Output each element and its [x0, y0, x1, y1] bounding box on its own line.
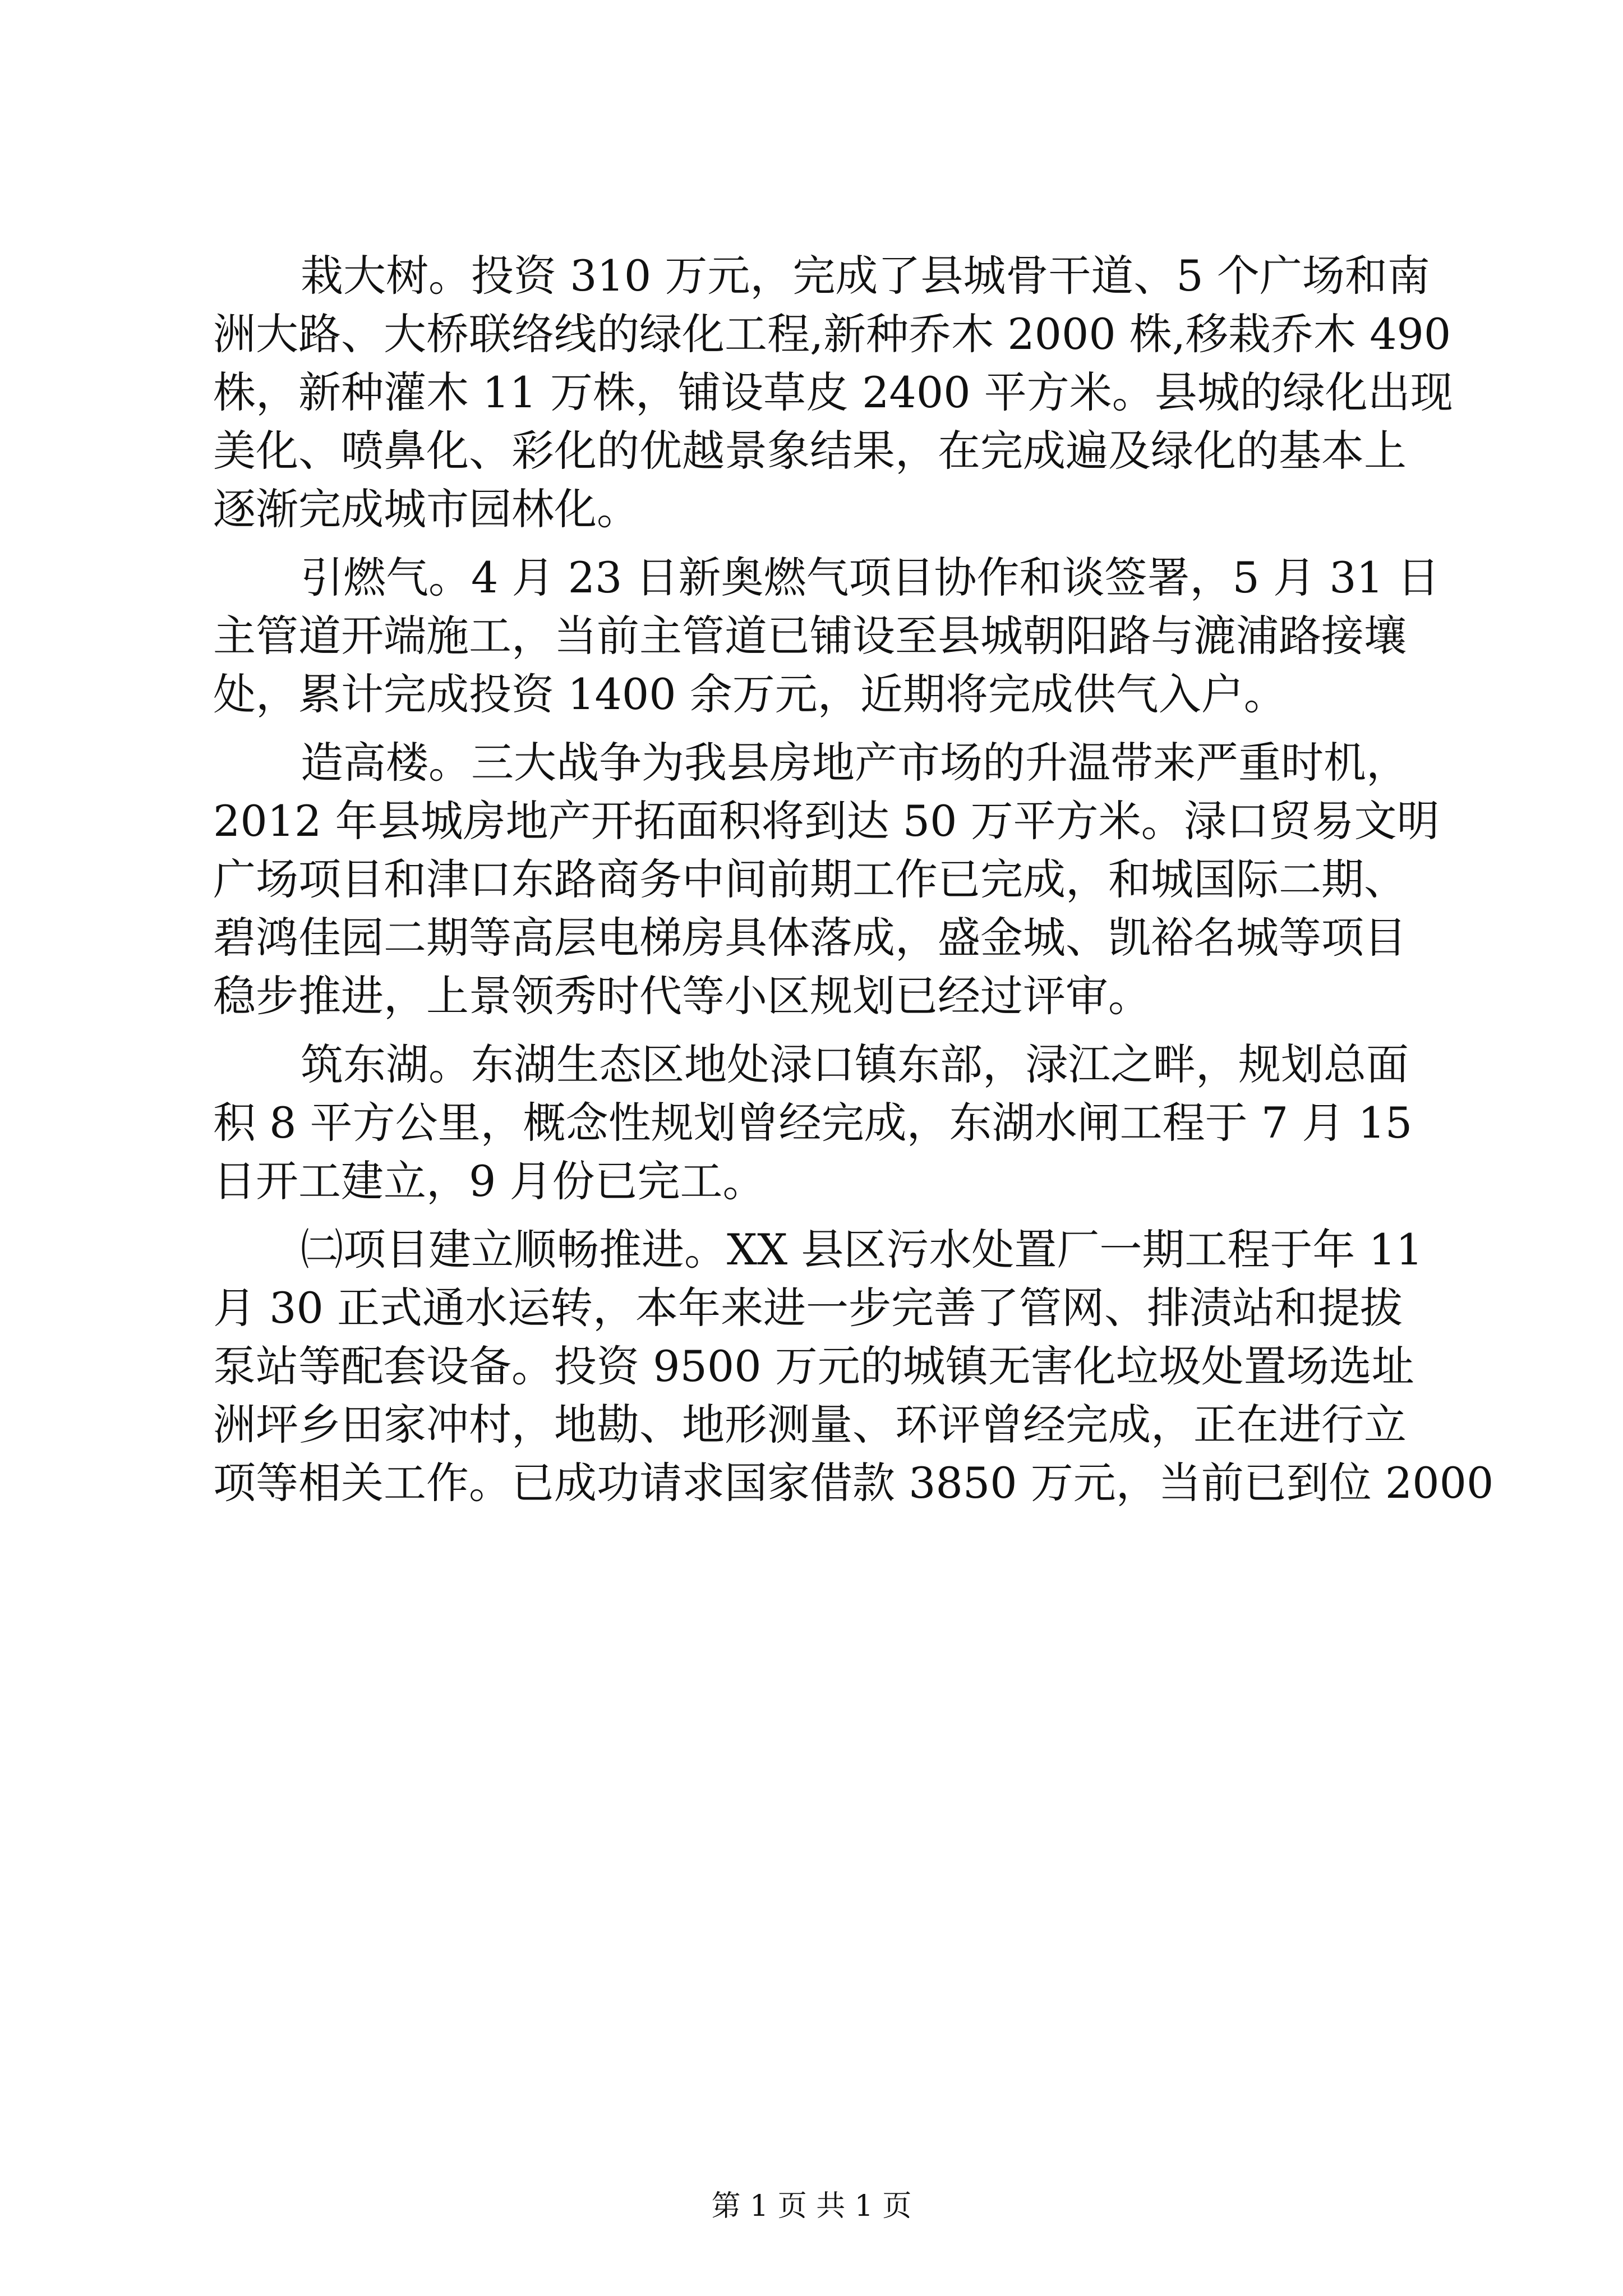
text-line: 广场项目和津口东路商务中间前期工作已完成，和城国际二期、 [213, 854, 1407, 904]
text-line: 引燃气。4 月 23 日新奥燃气项目协作和谈签署，5 月 31 日 [301, 553, 1440, 602]
text-line: 栽大树。投资 310 万元，完成了县城骨干道、5 个广场和南 [301, 251, 1430, 301]
text-line: 筑东湖。东湖生态区地处渌口镇东部，渌江之畔，规划总面 [301, 1039, 1409, 1089]
text-line: 碧鸿佳园二期等高层电梯房具体落成，盛金城、凯裕名城等项目 [213, 913, 1407, 963]
text-line: 月 30 正式通水运转，本年来进一步完善了管网、排渍站和提拔 [213, 1283, 1403, 1333]
text-line: 积 8 平方公里，概念性规划曾经完成，东湖水闸工程于 7 月 15 [213, 1098, 1413, 1148]
text-line: 造高楼。三大战争为我县房地产市场的升温带来严重时机， [301, 738, 1409, 788]
text-line: 处，累计完成投资 1400 余万元，近期将完成供气入户。 [213, 669, 1287, 719]
text-line: 洲大路、大桥联络线的绿化工程,新种乔木 2000 株,移栽乔木 490 [213, 309, 1451, 359]
text-line: 洲坪乡田家冲村，地勘、地形测量、环评曾经完成，正在进行立 [213, 1400, 1407, 1450]
text-line: 稳步推进，上景领秀时代等小区规划已经过评审。 [213, 971, 1151, 1021]
text-line: 泵站等配套设备。投资 9500 万元的城镇无害化垃圾处置场选址 [213, 1341, 1414, 1391]
text-line: 项等相关工作。已成功请求国家借款 3850 万元，当前已到位 2000 [213, 1458, 1494, 1508]
text-line: 日开工建立，9 月份已完工。 [213, 1156, 766, 1206]
text-line: ㈡项目建立顺畅推进。XX 县区污水处置厂一期工程于年 11 [301, 1225, 1423, 1274]
text-line: 逐渐完成城市园林化。 [213, 484, 639, 534]
page-footer: 第 1 页 共 1 页 [711, 2189, 912, 2223]
text-line: 主管道开端施工，当前主管道已铺设至县城朝阳路与漉浦路接壤 [213, 611, 1407, 661]
text-line: 美化、喷鼻化、彩化的优越景象结果，在完成遍及绿化的基本上 [213, 426, 1407, 476]
text-line: 株，新种灌木 11 万株，铺设草皮 2400 平方米。县城的绿化出现 [213, 367, 1453, 417]
text-line: 2012 年县城房地产开拓面积将到达 50 万平方米。渌口贸易文明 [213, 796, 1440, 846]
